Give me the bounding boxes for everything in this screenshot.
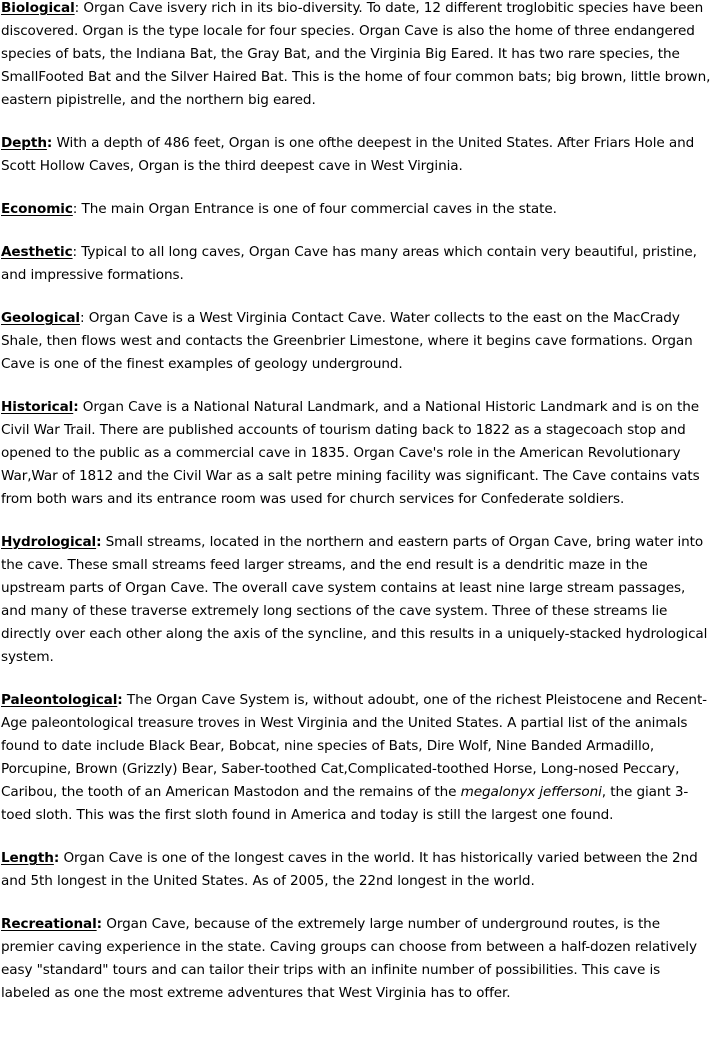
section-text: Typical to all long caves, Organ Cave has many areas which contain very beautiful, pristine, and impressive formations. xyxy=(1,244,697,283)
section-recreational xyxy=(1,913,712,1005)
heading-colon: : xyxy=(80,310,85,326)
heading-colon: : xyxy=(73,399,79,415)
section-heading: Paleontological xyxy=(1,692,118,708)
section-heading: Hydrological xyxy=(1,534,97,550)
species-name-italic: megalonyx jeffersoni xyxy=(460,784,602,800)
section-text: Organ Cave is a National Natural Landmark, and a National Historic Landmark and is on the Civil War Trail. There are published accounts of tourism dating back to 1822 as a stagecoach stop and opened to the public as a commercial cave in 1835. Organ Cave's role in the American Revolutionary War,War of 1812 and the Civil War as a salt petre mining facility was significant. The Cave contains vats from both wars and its entrance room was used for church services for Confederate soldiers. xyxy=(1,399,700,507)
section-heading: Economic xyxy=(1,201,73,217)
heading-colon: : xyxy=(96,916,102,932)
section-text: Small streams, located in the northern and eastern parts of Organ Cave, bring water into the cave. These small streams feed larger streams, and the end result is a dendritic maze in the upstream parts of Organ Cave. The overall cave system contains at least nine large stream passages, and many of these traverse extremely long sections of the cave system. Three of these streams lie directly over each other along the axis of the syncline, and this results in a uniquely-stacked hydrological system. xyxy=(1,534,708,665)
section-biological xyxy=(1,0,712,112)
section-text: With a depth of 486 feet, Organ is one ofthe deepest in the United States. After Friars Hole and Scott Hollow Caves, Organ is the third deepest cave in West Virginia. xyxy=(1,135,695,174)
section-hydrological xyxy=(1,531,712,669)
section-heading: Depth xyxy=(1,135,47,151)
heading-colon: : xyxy=(53,850,60,866)
section-heading: Biological xyxy=(1,0,75,16)
heading-colon: : xyxy=(72,201,78,217)
section-historical xyxy=(1,396,712,511)
section-heading: Aesthetic xyxy=(1,244,73,260)
section-depth xyxy=(1,132,712,178)
section-heading: Recreational xyxy=(1,916,97,932)
section-text: Organ Cave, because of the extremely large number of underground routes, is the premier caving experience in the state. Caving groups can choose from between a half-dozen relatively easy "standard" tours and can tailor their trips with an infinite number of possibilities. This cave is labeled as one the most extreme adventures that West Virginia has to offer. xyxy=(1,916,697,1001)
section-aesthetic xyxy=(1,241,712,287)
heading-colon: : xyxy=(117,692,123,708)
section-heading: Geological xyxy=(1,310,80,326)
section-length xyxy=(1,847,712,893)
section-heading: Length xyxy=(1,850,54,866)
heading-colon: : xyxy=(72,244,78,260)
section-economic xyxy=(1,198,712,221)
section-text: Organ Cave isvery rich in its bio-diversity. To date, 12 different troglobitic species have been discovered. Organ is the type locale for four species. Organ Cave is also the home of three endangered species of bats, the Indiana Bat, the Gray Bat, and the Virginia Big Eared. It has two rare species, the SmallFooted Bat and the Silver Haired Bat. This is the home of four common bats; big brown, little brown, eastern pipistrelle, and the northern big eared. xyxy=(1,0,711,108)
section-text: Organ Cave is one of the longest caves in the world. It has historically varied between the 2nd and 5th longest in the United States. As of 2005, the 22nd longest in the world. xyxy=(1,850,698,889)
section-text: Organ Cave is a West Virginia Contact Cave. Water collects to the east on the MacCrady Shale, then flows west and contacts the Greenbrier Limestone, where it begins cave formations. Organ Cave is one of the finest examples of geology underground. xyxy=(1,310,693,372)
heading-colon: : xyxy=(96,534,102,550)
heading-colon: : xyxy=(46,135,53,151)
section-heading: Historical xyxy=(1,399,74,415)
heading-colon: : xyxy=(74,0,80,16)
section-geological xyxy=(1,307,712,376)
section-paleontological xyxy=(1,689,712,827)
section-text: The main Organ Entrance is one of four commercial caves in the state. xyxy=(77,201,557,217)
section-text-continued: , the giant 3-toed sloth. This was the first sloth found in America and today is still the largest one found. xyxy=(1,784,689,823)
section-text: The Organ Cave System is, without adoubt, one of the richest Pleistocene and Recent-Age paleontological treasure troves in West Virginia and the United States. A partial list of the animals found to date include Black Bear, Bobcat, nine species of Bats, Dire Wolf, Nine Banded Armadillo, Porcupine, Brown (Grizzly) Bear, Saber-toothed Cat,Complicated-toothed Horse, Long-nosed Peccary, Caribou, the tooth of an American Mastodon and the remains of the xyxy=(1,692,707,800)
